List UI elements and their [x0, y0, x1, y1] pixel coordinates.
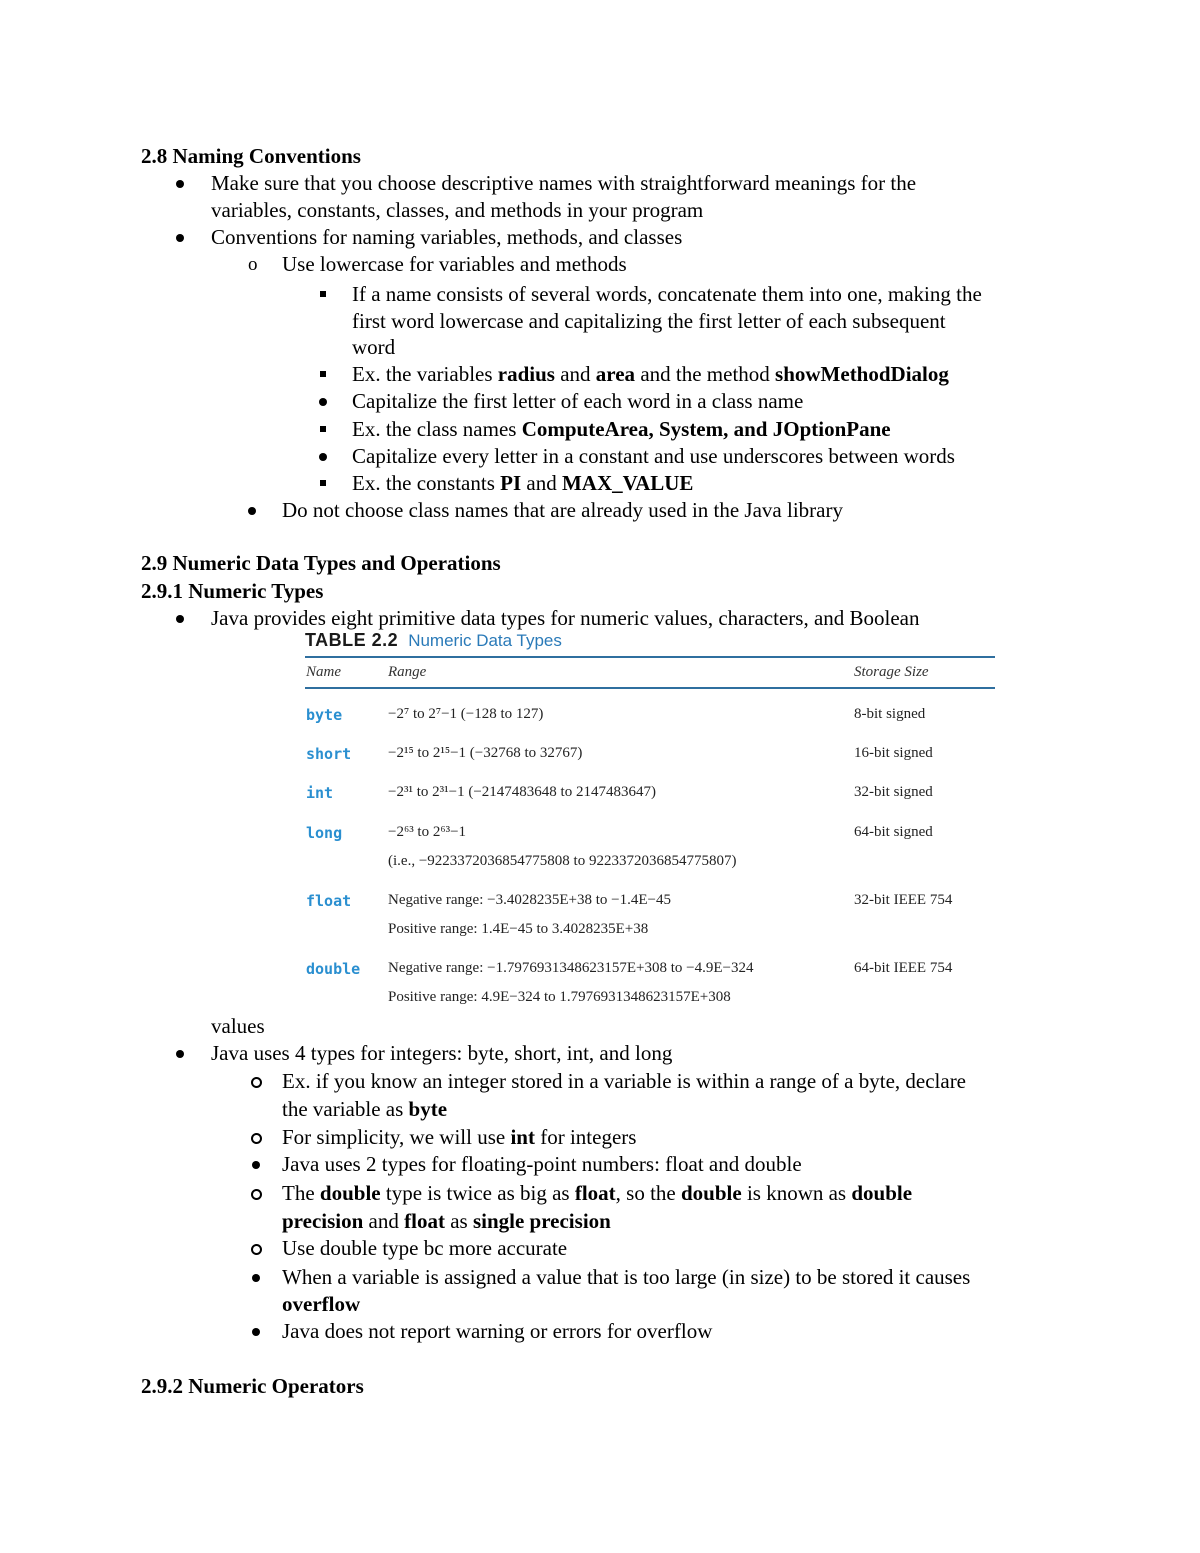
- table-cell-type-name: double: [306, 960, 361, 978]
- table-cell-type-name: int: [306, 784, 334, 802]
- table-title: Numeric Data Types: [408, 631, 562, 650]
- list-item-text: Java provides eight primitive data types for numeric values, characters, and Boolean: [211, 606, 920, 630]
- table-cell-storage-size: 16-bit signed: [854, 745, 933, 761]
- list-item-text: values: [211, 1014, 265, 1038]
- table-cell-type-name: float: [306, 892, 352, 910]
- table-header-range: Range: [388, 664, 427, 680]
- table-cell-range: Negative range: −3.4028235E+38 to −1.4E−45: [388, 892, 671, 908]
- list-item-text: When a variable is assigned a value that is too large (in size) to be stored it causes: [282, 1265, 971, 1289]
- table-cell-storage-size: 64-bit IEEE 754: [854, 960, 953, 976]
- list-item-text: first word lowercase and capitalizing the first letter of each subsequent: [352, 309, 946, 333]
- list-item-text: overflow: [282, 1292, 361, 1316]
- table-cell-range: −2⁷ to 2⁷−1 (−128 to 127): [388, 706, 544, 722]
- list-item-text: Do not choose class names that are already used in the Java library: [282, 498, 843, 522]
- table-caption: [305, 628, 562, 653]
- list-item-text: Use lowercase for variables and methods: [282, 252, 627, 276]
- list-item-text: Ex. the variables radius and area and the method showMethodDialog: [352, 362, 949, 386]
- list-item-text: Ex. the constants PI and MAX_VALUE: [352, 471, 694, 495]
- table-cell-range: Negative range: −1.7976931348623157E+308 to −4.9E−324: [388, 960, 754, 976]
- list-item-text: Ex. if you know an integer stored in a variable is within a range of a byte, declare: [282, 1069, 967, 1093]
- table-header-name: Name: [306, 664, 341, 680]
- table-cell-storage-size: 8-bit signed: [854, 706, 926, 722]
- table-cell-range-line2: (i.e., −9223372036854775808 to 9223372036854775807): [388, 853, 737, 869]
- table-number: TABLE 2.2: [305, 630, 399, 650]
- list-item-text: precision and float as single precision: [282, 1209, 611, 1233]
- table-cell-type-name: byte: [306, 706, 343, 724]
- table-cell-storage-size: 64-bit signed: [854, 824, 933, 840]
- table-cell-range-line2: Positive range: 1.4E−45 to 3.4028235E+38: [388, 921, 649, 937]
- list-item-text: Capitalize the first letter of each word in a class name: [352, 389, 804, 413]
- section-heading-2-9: 2.9 Numeric Data Types and Operations: [141, 551, 501, 575]
- list-item-text: word: [352, 335, 396, 359]
- list-item-text: For simplicity, we will use int for integers: [282, 1125, 637, 1149]
- list-item-text: The double type is twice as big as float, so the double is known as double: [282, 1181, 913, 1205]
- list-item-text: variables, constants, classes, and methods in your program: [211, 198, 704, 222]
- table-cell-range: −2³¹ to 2³¹−1 (−2147483648 to 2147483647): [388, 784, 656, 800]
- list-item-text: Use double type bc more accurate: [282, 1236, 568, 1260]
- list-item-text: Java uses 2 types for floating-point numbers: float and double: [282, 1152, 802, 1176]
- list-item-text: Ex. the class names ComputeArea, System, and JOptionPane: [352, 417, 891, 441]
- bullet-o: o: [248, 254, 258, 275]
- table-top-rule: [305, 656, 995, 658]
- list-item-text: If a name consists of several words, concatenate them into one, making the: [352, 282, 982, 306]
- list-item-text: the variable as byte: [282, 1097, 448, 1121]
- table-cell-storage-size: 32-bit IEEE 754: [854, 892, 953, 908]
- list-item-text: Java does not report warning or errors for overflow: [282, 1319, 713, 1343]
- list-item-text: Capitalize every letter in a constant and use underscores between words: [352, 444, 955, 468]
- subsection-heading-2-9-2: 2.9.2 Numeric Operators: [141, 1374, 364, 1398]
- subsection-heading-2-9-1: 2.9.1 Numeric Types: [141, 579, 324, 603]
- numeric-data-types-table: [305, 628, 995, 1013]
- table-header-rule: [305, 687, 995, 689]
- table-cell-type-name: short: [306, 745, 352, 763]
- table-cell-type-name: long: [306, 824, 343, 842]
- list-item-text: Make sure that you choose descriptive names with straightforward meanings for the: [211, 171, 917, 195]
- list-item-text: Java uses 4 types for integers: byte, short, int, and long: [211, 1041, 673, 1065]
- table-cell-storage-size: 32-bit signed: [854, 784, 933, 800]
- table-cell-range-line2: Positive range: 4.9E−324 to 1.7976931348623157E+308: [388, 989, 731, 1005]
- list-item-text: Conventions for naming variables, methods, and classes: [211, 225, 683, 249]
- table-header-size: Storage Size: [854, 664, 929, 680]
- section-heading-2-8: 2.8 Naming Conventions: [141, 144, 361, 168]
- table-cell-range: −2¹⁵ to 2¹⁵−1 (−32768 to 32767): [388, 745, 583, 761]
- table-cell-range: −2⁶³ to 2⁶³−1: [388, 824, 467, 840]
